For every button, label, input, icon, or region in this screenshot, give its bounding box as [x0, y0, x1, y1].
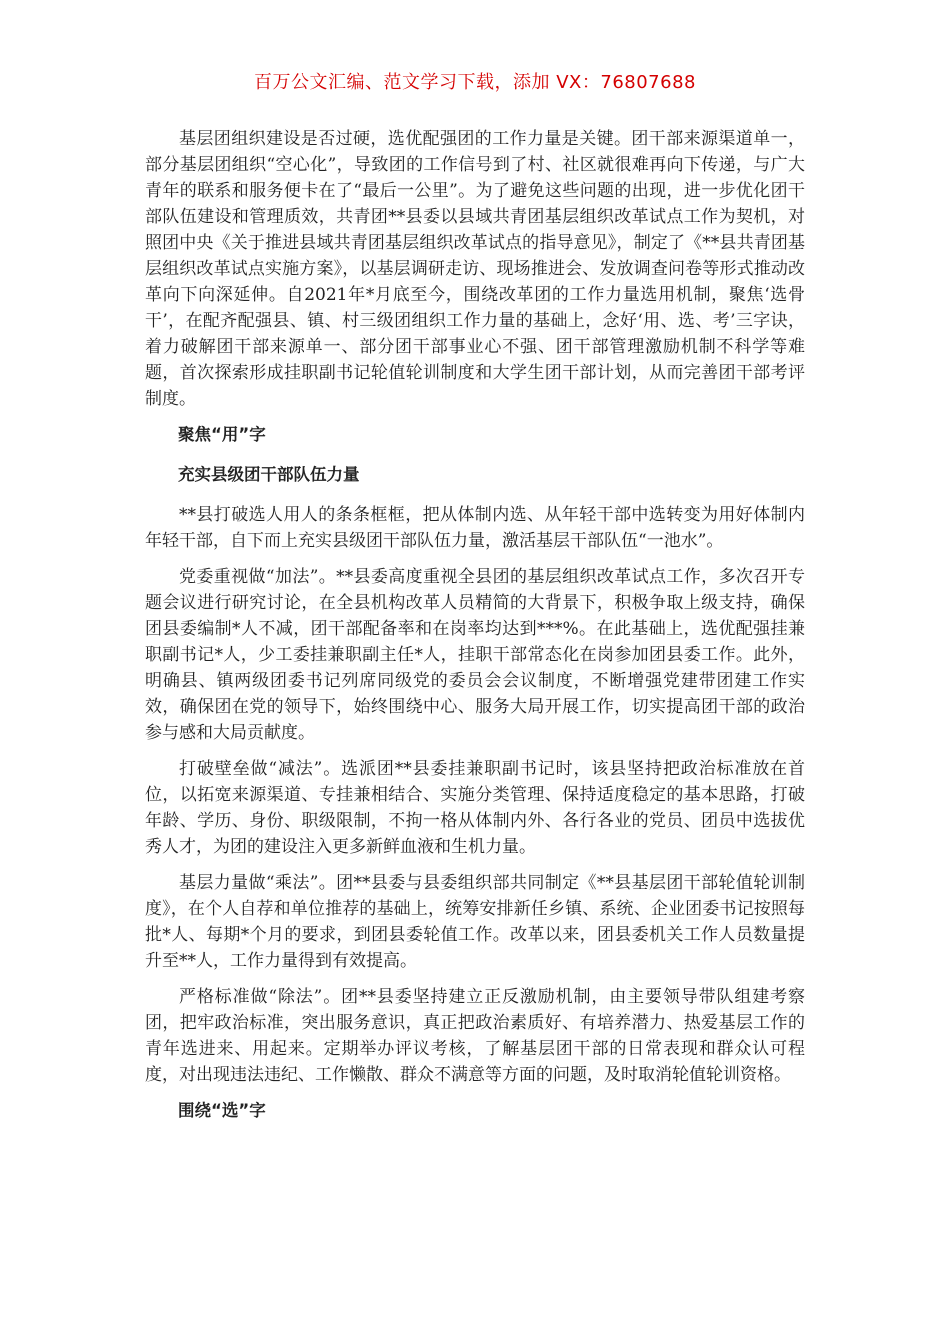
section-heading-select: 围绕“选”字: [178, 1101, 266, 1120]
paragraph-intro: 基层团组织建设是否过硬，选优配强团的工作力量是关键。团干部来源渠道单一，部分基层团组织“空心化”，导致团的工作信号到了村、社区就很难再向下传递，与广大青年的联系和服务便卡在了“最后一公里”。为了避免这些问题的出现，进一步优化团干部队伍建设和管理质效，共青团**县委以县域共青团基层组织改革试点工作为契机，对照团中央《关于推进县域共青团基层组织改革试点的指导意见》，制定了《**县共青团基层组织改革试点实施方案》，以基层调研走访、现场推进会、发放调查问卷等形式推动改革向下向深延伸。自2021年*月底至今，围绕改革团的工作力量选用机制，聚焦‘选骨干’，在配齐配强县、镇、村三级团组织工作力量的基础上，念好‘用、选、考’三字诀，着力破解团干部来源单一、部分团干部事业心不强、团干部管理激励机制不科学等难题，首次探索形成挂职副书记轮值轮训制度和大学生团干部计划，从而完善团干部考评制度。: [145, 129, 805, 409]
paragraph-addition: 党委重视做“加法”。**县委高度重视全县团的基层组织改革试点工作，多次召开专题会议进行研究讨论，在全县机构改革人员精简的大背景下，积极争取上级支持，确保团县委编制*人不减，团干部配备率和在岗率均达到***%。在此基础上，选优配强挂兼职副书记*人，少工委挂兼职副主任*人，挂职干部常态化在岗参加团县委工作。此外，明确县、镇两级团委书记列席同级党的委员会会议制度，不断增强党建带团建工作实效，确保团在党的领导下，始终围绕中心、服务大局开展工作，切实提高团干部的政治参与感和大局贡献度。: [145, 567, 805, 743]
paragraph-division: 严格标准做“除法”。团**县委坚持建立正反激励机制，由主要领导带队组建考察团，把牢政治标准，突出服务意识，真正把政治素质好、有培养潜力、热爱基层工作的青年选进来、用起来。定期举办评议考核，了解基层团干部的日常表现和群众认可程度，对出现违法违纪、工作懒散、群众不满意等方面的问题，及时取消轮值轮训资格。: [145, 987, 805, 1085]
paragraph: **县打破选人用人的条条框框，把从体制内选、从年轻干部中选转变为用好体制内年轻干部，自下而上充实县级团干部队伍力量，激活基层干部队伍“一池水”。: [145, 505, 805, 551]
subsection-heading: 充实县级团干部队伍力量: [178, 465, 360, 484]
header-banner: 百万公文汇编、范文学习下载，添加 VX：76807688: [254, 72, 696, 93]
paragraph-multiplication: 基层力量做“乘法”。团**县委与县委组织部共同制定《**县基层团干部轮值轮训制度》，在个人自荐和单位推荐的基础上，统筹安排新任乡镇、系统、企业团委书记按照每批*人、每期*个月的要求，到团县委轮值工作。改革以来，团县委机关工作人员数量提升至**人，工作力量得到有效提高。: [145, 873, 805, 971]
section-heading-use: 聚焦“用”字: [178, 425, 266, 444]
document-body: [145, 126, 805, 1138]
paragraph-subtraction: 打破壁垒做“减法”。选派团**县委挂兼职副书记时，该县坚持把政治标准放在首位，以拓宽来源渠道、专挂兼相结合、实施分类管理、保持适度稳定的基本思路，打破年龄、学历、身份、职级限制，不拘一格从体制内外、各行各业的党员、团员中选拔优秀人才，为团的建设注入更多新鲜血液和生机力量。: [145, 759, 805, 857]
